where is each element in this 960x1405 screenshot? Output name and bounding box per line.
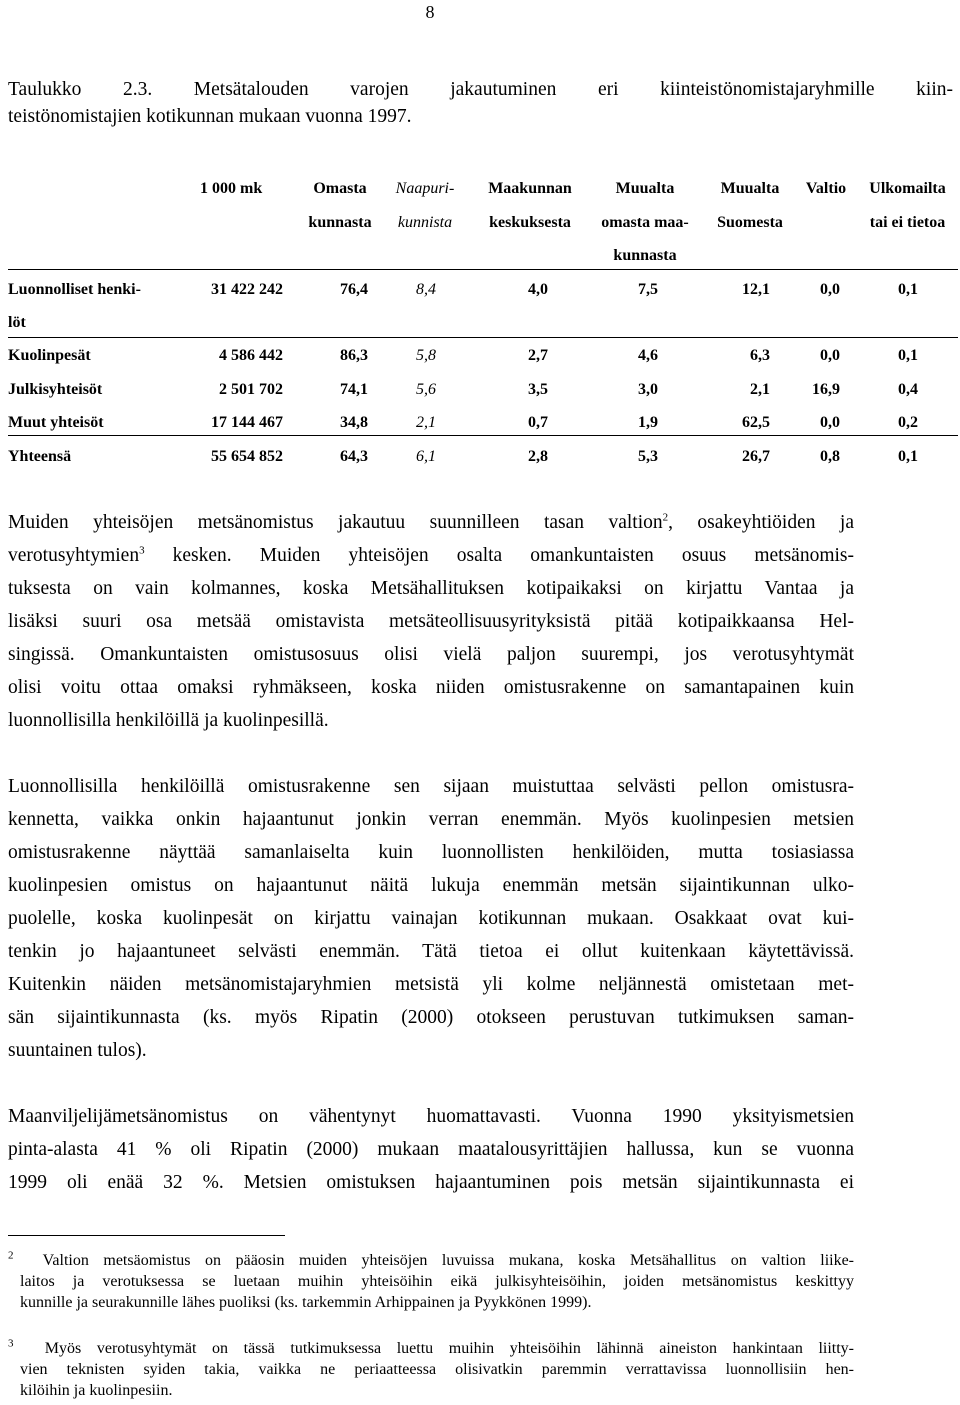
text-line: singissä. Omankuntaisten omistusosuus olisi vielä paljon suurempi, jos verotusyhtymät <box>8 644 854 665</box>
text-span: Myös verotusyhtymät on tässä tutkimuksessa luettu muihin yhteisöihin lähinnä aineiston hankintaan liitty- <box>44 1340 855 1357</box>
header-cell: kunnista <box>397 214 453 231</box>
table-cell: 64,3 <box>340 448 368 465</box>
text-span: , osakeyhtiöiden ja <box>668 512 855 533</box>
header-cell: omasta maa- <box>601 214 689 231</box>
table-caption <box>8 76 953 130</box>
header-cell: kunnasta <box>613 247 677 264</box>
table-cell: 3,5 <box>528 381 548 398</box>
footnote-line: kilöihin ja kuolinpesiin. <box>20 1382 173 1399</box>
table-cell: 4,6 <box>638 347 658 364</box>
text-line: lisäksi suuri osa metsää omistavista metsäteollisuusyrityksistä pitää kotipaikkaansa Hel- <box>8 611 854 632</box>
table-cell: 0,4 <box>898 381 918 398</box>
header-cell: 1 000 mk <box>200 180 263 197</box>
header-cell: Suomesta <box>717 214 783 231</box>
footnote <box>8 1250 854 1313</box>
footnote-line: kunnille ja seurakunnille lähes puoliksi (ks. tarkemmin Arhippainen ja Pyykkönen 1999). <box>20 1294 592 1311</box>
table-rule <box>8 269 958 270</box>
table-cell: 2,8 <box>528 448 548 465</box>
table-rule <box>8 337 958 338</box>
text-line: omistusrakenne näyttää samanlaiselta kuin luonnollisten henkilöiden, mutta tosiasiassa <box>8 842 854 863</box>
text-span: Muiden yhteisöjen metsänomistus jakautuu suunnilleen tasan valtion <box>8 512 663 533</box>
text-line: sän sijaintikunnasta (ks. myös Ripatin (2000) otokseen perustuvan tutkimuksen saman- <box>8 1007 854 1028</box>
table-cell: 4,0 <box>528 281 548 298</box>
text-line <box>8 506 854 539</box>
footnote-mark: 3 <box>8 1337 14 1350</box>
table-rule <box>8 435 958 436</box>
row-label: Muut yhteisöt <box>8 414 104 431</box>
text-line: Luonnollisilla henkilöillä omistusrakenne sen sijaan muistuttaa selvästi pellon omistusra- <box>8 776 854 797</box>
text-span: kesken. Muiden yhteisöjen osalta omankuntaisten osuus metsänomis- <box>144 545 854 566</box>
header-cell: kunnasta <box>308 214 372 231</box>
table-cell: 0,0 <box>820 414 840 431</box>
table-cell: 0,0 <box>820 281 840 298</box>
table-cell: 31 422 242 <box>211 281 283 298</box>
text-span: verotusyhtymien <box>8 545 140 566</box>
row-label: Yhteensä <box>8 448 72 465</box>
table-cell: 6,1 <box>416 448 436 465</box>
table-cell: 2,1 <box>750 381 770 398</box>
text-line: kuolinpesien omistus on hajaantunut näitä lukuja enemmän metsän sijaintikunnan ulko- <box>8 875 854 896</box>
table-cell: 5,3 <box>638 448 658 465</box>
text-line: luonnollisilla henkilöillä ja kuolinpesillä. <box>8 710 329 731</box>
table-cell: 0,8 <box>820 448 840 465</box>
text-line: pinta-alasta 41 % oli Ripatin (2000) mukaan maatalousyrittäjien hallussa, kun se vuonna <box>8 1139 854 1160</box>
paragraph <box>8 1100 854 1199</box>
text-line: puolelle, koska kuolinpesät on kirjattu vainajan kotikunnan mukaan. Osakkaat ovat kui- <box>8 908 854 929</box>
table-cell: 2,7 <box>528 347 548 364</box>
text-line: tuksesta on vain kolmannes, koska Metsähallituksen kotipaikaksi on kirjattu Vantaa ja <box>8 578 854 599</box>
header-cell: tai ei tietoa <box>869 214 946 231</box>
table-cell: 17 144 467 <box>211 414 283 431</box>
caption-line: Taulukko 2.3. Metsätalouden varojen jakautuminen eri kiinteistönomistajaryhmille kiin- <box>8 79 953 100</box>
text-line: suuntainen tulos). <box>8 1040 147 1061</box>
header-cell: keskuksesta <box>489 214 571 231</box>
table-cell: 1,9 <box>638 414 658 431</box>
footnote-mark: 2 <box>8 1249 14 1262</box>
table-cell: 7,5 <box>638 281 658 298</box>
table-cell: 16,9 <box>812 381 840 398</box>
header-cell: Muualta <box>615 180 675 197</box>
row-label: Julkisyhteisöt <box>8 381 103 398</box>
table-cell: 5,6 <box>416 381 436 398</box>
footnote-rule <box>8 1235 285 1236</box>
header-cell: Naapuri- <box>395 180 455 197</box>
text-line: tenkin jo hajaantuneet selvästi enemmän. Tätä tietoa ei ollut kuitenkaan käytettävissä. <box>8 941 854 962</box>
header-cell: Omasta <box>313 180 367 197</box>
table-cell: 8,4 <box>416 281 436 298</box>
text-line <box>8 539 854 572</box>
table-cell: 86,3 <box>340 347 368 364</box>
footnote-ref: 3 <box>139 544 145 557</box>
paragraph <box>8 506 854 737</box>
footnote-ref: 2 <box>662 511 669 524</box>
footnote <box>8 1338 854 1401</box>
header-cell: Muualta <box>720 180 780 197</box>
text-line: kennetta, vaikka onkin hajaantunut jonkin verran enemmän. Myös kuolinpesien metsien <box>8 809 854 830</box>
table-cell: 55 654 852 <box>211 448 283 465</box>
table-cell: 4 586 442 <box>219 347 283 364</box>
table-cell: 62,5 <box>742 414 770 431</box>
text-span: Valtion metsäomistus on pääosin muiden yhteisöjen luvuissa mukana, koska Metsähallitus on valtion liike- <box>42 1252 855 1269</box>
text-line: 1999 oli enää 32 %. Metsien omistuksen hajaantuminen pois metsän sijaintikunnasta ei <box>8 1172 854 1193</box>
table-cell: 34,8 <box>340 414 368 431</box>
row-label: löt <box>8 314 26 331</box>
table-cell: 0,1 <box>898 448 918 465</box>
table-cell: 12,1 <box>742 281 770 298</box>
text-line: Maanviljelijämetsänomistus on vähentynyt huomattavasti. Vuonna 1990 yksityismetsien <box>8 1106 854 1127</box>
table-cell: 5,8 <box>416 347 436 364</box>
header-cell: Ulkomailta <box>869 180 946 197</box>
table-cell: 0,2 <box>898 414 918 431</box>
table-cell: 26,7 <box>742 448 770 465</box>
row-label: Kuolinpesät <box>8 347 91 364</box>
header-cell: Valtio <box>805 180 847 197</box>
table-cell: 2,1 <box>416 414 436 431</box>
table-cell: 0,0 <box>820 347 840 364</box>
footnote-line: vien teknisten syiden takia, vaikka ne periaatteessa olisivatkin paremmin verrattavissa luonnollisiin hen- <box>20 1361 854 1378</box>
table-cell: 0,7 <box>528 414 548 431</box>
caption-line: teistönomistajien kotikunnan mukaan vuonna 1997. <box>8 106 412 127</box>
table-cell: 76,4 <box>340 281 368 298</box>
footnote-line: laitos ja verotuksessa se luetaan muihin yhteisöihin eikä julkisyhteisöihin, joiden metsänomistus keskittyy <box>20 1273 854 1290</box>
table-cell: 74,1 <box>340 381 368 398</box>
text-line: olisi voitu ottaa omaksi ryhmäkseen, koska niiden omistusrakenne on samantapainen kuin <box>8 677 854 698</box>
text-line: Kuitenkin näiden metsänomistajaryhmien metsistä yli kolme neljännestä omistetaan met- <box>8 974 854 995</box>
row-label: Luonnolliset henki- <box>8 281 141 298</box>
table-cell: 0,1 <box>898 281 918 298</box>
footnote-line <box>8 1250 854 1271</box>
table-cell: 2 501 702 <box>219 381 283 398</box>
table-cell: 6,3 <box>750 347 770 364</box>
footnote-line <box>8 1338 854 1359</box>
table-cell: 0,1 <box>898 347 918 364</box>
table-cell: 3,0 <box>638 381 658 398</box>
header-cell: Maakunnan <box>488 180 572 197</box>
paragraph <box>8 770 854 1067</box>
page-number: 8 <box>425 2 435 22</box>
